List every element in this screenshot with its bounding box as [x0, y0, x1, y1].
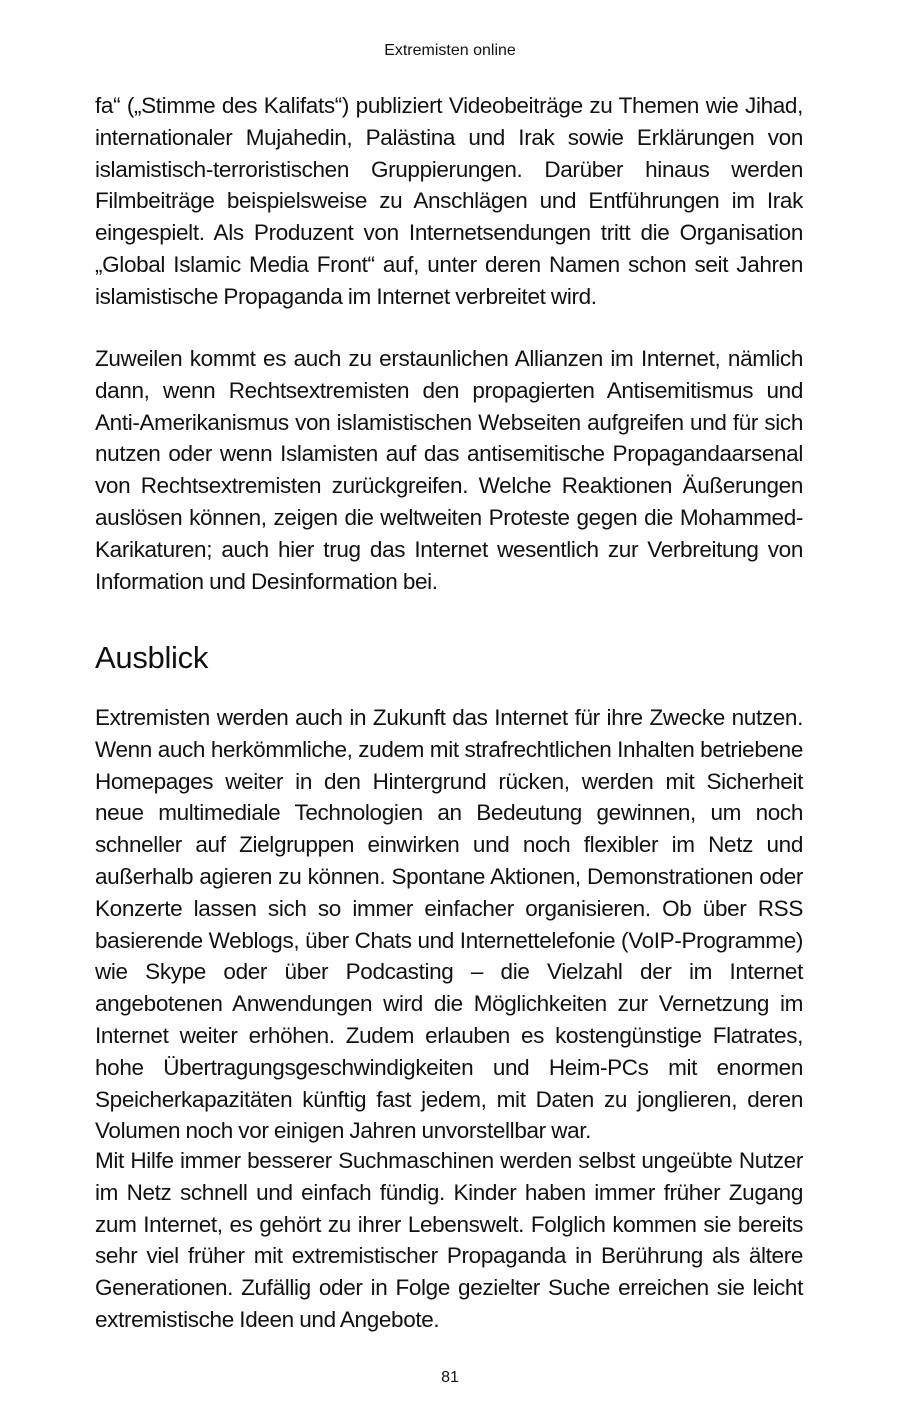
page-number: 81: [441, 1369, 459, 1386]
running-head: Extremisten online: [384, 42, 516, 59]
body-paragraph-3: Extremisten werden auch in Zukunft das Internet für ihre Zwecke nutzen. Wenn auch herkömmliche, zudem mit strafrechtlichen Inhalten betriebene Homepages weiter in den Hintergrund rücken, werden mit Sicherheit neue multimediale Technologien an Bedeutung gewinnen, um noch schneller auf Zielgruppen einwirken und noch flexibler im Netz und außerhalb agieren zu können. Spontane Aktionen, Demonstrationen oder Konzerte lassen sich so immer einfacher organisieren. Ob über RSS basierende Weblogs, über Chats und Internettelefonie (VoIP-Programme) wie Skype oder über Podcasting – die Vielzahl der im Internet angebotenen Anwendungen wird die Möglichkeiten zur Vernetzung im Internet weiter erhöhen. Zudem erlauben es kostengünstige Flatrates, hohe Übertragungsgeschwindigkeiten und Heim-PCs mit enormen Speicherkapazitäten künftig fast jedem, mit Daten zu jonglieren, deren Volumen noch vor einigen Jahren unvorstellbar war.: [95, 705, 803, 1144]
body-paragraph-1: fa“ („Stimme des Kalifats“) publiziert Videobeiträge zu Themen wie Jihad, internationaler Mujahedin, Palästina und Irak sowie Erklärungen von islamistisch-terroristischen Gruppierungen. Darüber hinaus werden Filmbeiträge beispielsweise zu Anschlägen und Entführungen im Irak eingespielt. Als Produzent von Internetsendungen tritt die Organisation „Global Islamic Media Front“ auf, unter deren Namen schon seit Jahren islamistische Propaganda im Internet verbreitet wird.: [95, 93, 803, 309]
body-paragraph-4: Mit Hilfe immer besserer Suchmaschinen werden selbst ungeübte Nutzer im Netz schnell und einfach fündig. Kinder haben immer früher Zugang zum Internet, es gehört zu ihrer Lebenswelt. Folglich kommen sie bereits sehr viel früher mit extremistischer Propaganda in Berührung als ältere Generationen. Zufällig oder in Folge gezielter Suche erreichen sie leicht extremistische Ideen und Angebote.: [95, 1148, 803, 1332]
section-heading: Ausblick: [95, 640, 209, 675]
body-paragraph-2: Zuweilen kommt es auch zu erstaunlichen Allianzen im Internet, nämlich dann, wenn Rechtsextremisten den propagierten Antisemitismus und Anti-Amerikanismus von islamistischen Webseiten aufgreifen und für sich nutzen oder wenn Islamisten auf das antisemitische Propagandaarsenal von Rechtsextremisten zurückgreifen. Welche Reaktionen Äußerungen auslösen können, zeigen die weltweiten Proteste gegen die Mohammed-Karikaturen; auch hier trug das Internet wesentlich zur Verbreitung von Information und Desinformation bei.: [95, 346, 803, 594]
